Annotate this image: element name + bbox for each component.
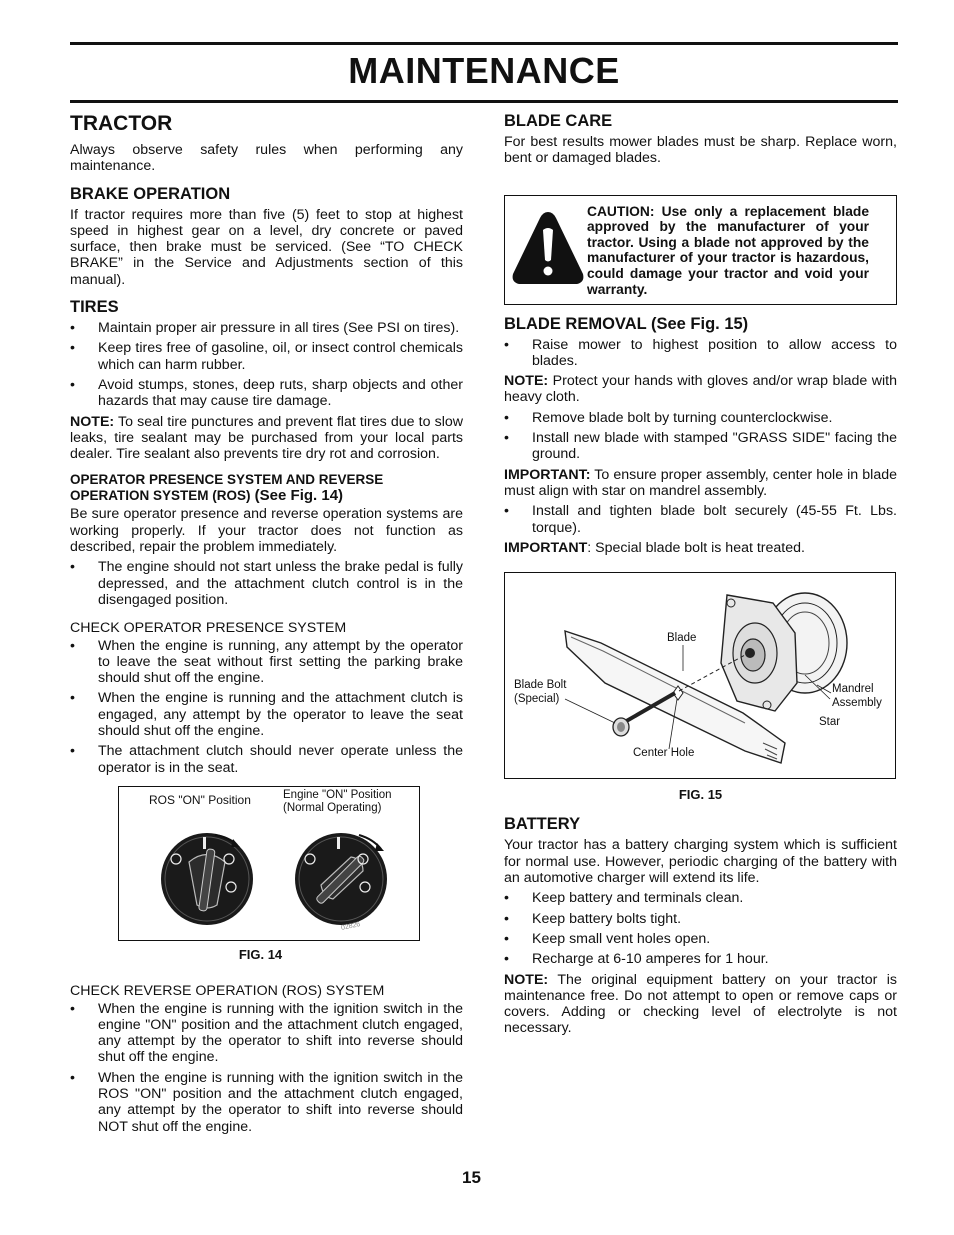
- check-ops-heading: CHECK OPERATOR PRESENCE SYSTEM: [70, 620, 347, 637]
- removal-note: [504, 373, 897, 406]
- fig15-frame: [504, 572, 896, 779]
- part-code: 02826: [340, 920, 361, 932]
- list-item: • Install and tighten blade bolt securely (45-55 Ft. Lbs. torque).: [504, 503, 897, 536]
- note-label: NOTE:: [70, 413, 115, 430]
- star-label: Star: [819, 716, 841, 729]
- ops-heading-see: (See Fig. 14): [250, 487, 344, 505]
- ops-heading: [70, 472, 463, 504]
- blade-assembly-diagram: [505, 573, 895, 778]
- engine-switch-icon: [295, 833, 387, 925]
- list-item: • Raise mower to highest position to allow access to blades.: [504, 337, 897, 370]
- list-item: • When the engine is running with the ignition switch in the engine "ON" position and the attachment clutch engaged, any attempt by the operator to shift into reverse should shut off the engine.: [70, 1001, 463, 1066]
- tractor-heading: TRACTOR: [70, 112, 173, 135]
- important-label: IMPORTANT:: [504, 466, 591, 483]
- fig14-caption: FIG. 14: [238, 946, 283, 962]
- important-label: IMPORTANT: [504, 539, 588, 556]
- blade-bolt-sublabel: (Special): [514, 693, 560, 706]
- check-ros-list: [70, 1001, 463, 1135]
- mandrel-label: Mandrel: [832, 683, 874, 696]
- ignition-switch-diagram: [119, 787, 419, 940]
- list-item: • When the engine is running with the ignition switch in the ROS "ON" position and the attachment clutch engaged, any attempt by the operator to shift into reverse should NOT shut off the engine.: [70, 1070, 463, 1135]
- note-text: The original equipment battery on your tractor is maintenance free. Do not attempt to open or remove caps or covers. Adding or checking level of electrolyte is not necessary.: [504, 971, 897, 1037]
- warning-icon: [511, 208, 585, 288]
- blade-care-text: For best results mower blades must be sharp. Replace worn, bent or damaged blades.: [504, 134, 897, 167]
- important-text: To ensure proper assembly, center hole in blade must align with star on mandrel assembly.: [504, 466, 897, 499]
- tires-note: [70, 414, 463, 463]
- caution-box: [504, 195, 897, 305]
- list-item: • Keep small vent holes open.: [504, 931, 897, 947]
- mandrel-assembly-icon: [721, 593, 847, 711]
- note-text: To seal tire punctures and prevent flat tires due to slow leaks, tire sealant may be purchased from your local parts dealer. Tire sealant also prevents tire dry rot and corrosion.: [70, 413, 463, 463]
- engine-position-label: Engine "ON" Position: [283, 788, 392, 801]
- list-item: • The engine should not start unless the brake pedal is fully depressed, and the attachment clutch control is in the disengaged position.: [70, 559, 463, 608]
- page-number: 15: [462, 1168, 481, 1187]
- check-ops-list: [70, 638, 463, 776]
- fig15-caption: FIG. 15: [678, 787, 723, 803]
- engine-position-sublabel: (Normal Operating): [283, 801, 382, 814]
- check-ros-heading: CHECK REVERSE OPERATION (ROS) SYSTEM: [70, 983, 385, 1000]
- list-item: • When the engine is running and the attachment clutch is engaged, any attempt by the operator to leave the seat should shut off the engine.: [70, 690, 463, 739]
- ops-heading-text: OPERATOR PRESENCE SYSTEM AND REVERSE OPERATION SYSTEM (ROS): [70, 472, 384, 504]
- battery-text: Your tractor has a battery charging system which is sufficient for normal use. However, periodic charging of the battery with an automotive charger will extend its life.: [504, 837, 897, 887]
- ros-position-label: ROS "ON" Position: [149, 792, 251, 807]
- tires-heading: TIRES: [70, 298, 119, 317]
- brake-text: If tractor requires more than five (5) feet to stop at highest speed in highest gear on a level, dry concrete or paved surface, then brake must be serviced. (See “TO CHECK BRAKE” in the Service and Adjustments section of this manual).: [70, 206, 463, 288]
- note-text: Protect your hands with gloves and/or wrap blade with heavy cloth.: [504, 373, 897, 406]
- list-item: • Maintain proper air pressure in all tires (See PSI on tires).: [70, 320, 463, 336]
- note-label: NOTE:: [504, 373, 549, 390]
- tires-list: [70, 320, 463, 409]
- removal-list-1: [504, 337, 897, 370]
- page-title: MAINTENANCE: [348, 50, 620, 91]
- ops-list: [70, 559, 463, 608]
- list-item: • The attachment clutch should never operate unless the operator is in the seat.: [70, 743, 463, 776]
- list-item: • When the engine is running, any attempt by the operator to leave the seat without first setting the parking brake should shut off the engine.: [70, 638, 463, 687]
- list-item: • Keep battery and terminals clean.: [504, 890, 897, 906]
- important-2: [504, 540, 897, 556]
- battery-note: [504, 972, 897, 1037]
- list-item: • Avoid stumps, stones, deep ruts, sharp objects and other hazards that may cause tire damage.: [70, 377, 463, 410]
- top-rule: [70, 42, 898, 45]
- blade-label: Blade: [667, 632, 697, 645]
- caution-text: CAUTION: Use only a replacement blade approved by the manufacturer of your tractor. Using a blade not approved by the manufacturer of your tractor is hazardous, could damage your tractor and void your warranty.: [587, 203, 869, 297]
- ros-switch-icon: [161, 833, 253, 925]
- tractor-intro: Always observe safety rules when performing any maintenance.: [70, 142, 463, 175]
- brake-heading: BRAKE OPERATION: [70, 184, 231, 203]
- battery-list: [504, 890, 897, 967]
- title-underline: [70, 100, 898, 103]
- list-item: • Install new blade with stamped "GRASS SIDE" facing the ground.: [504, 430, 897, 463]
- blade-removal-heading: BLADE REMOVAL (See Fig. 15): [504, 314, 749, 333]
- important-1: [504, 467, 897, 500]
- left-column: [70, 108, 463, 1139]
- mandrel-sublabel: Assembly: [832, 697, 882, 710]
- list-item: • Recharge at 6-10 amperes for 1 hour.: [504, 951, 897, 967]
- blade-care-heading: BLADE CARE: [504, 112, 613, 130]
- center-hole-label: Center Hole: [633, 747, 695, 760]
- note-label: NOTE:: [504, 971, 549, 988]
- right-column: [504, 108, 897, 1041]
- important-text: : Special blade bolt is heat treated.: [587, 539, 805, 556]
- battery-heading: BATTERY: [504, 815, 581, 834]
- blade-bolt-label: Blade Bolt: [514, 679, 567, 692]
- fig14-frame: [118, 786, 420, 941]
- list-item: • Keep battery bolts tight.: [504, 911, 897, 927]
- removal-list-3: [504, 503, 897, 536]
- list-item: • Remove blade bolt by turning counterclockwise.: [504, 410, 897, 426]
- removal-list-2: [504, 410, 897, 463]
- list-item: • Keep tires free of gasoline, oil, or insect control chemicals which can harm rubber.: [70, 340, 463, 373]
- ops-text: Be sure operator presence and reverse operation systems are working properly. If your tractor does not function as described, repair the problem immediately.: [70, 506, 463, 556]
